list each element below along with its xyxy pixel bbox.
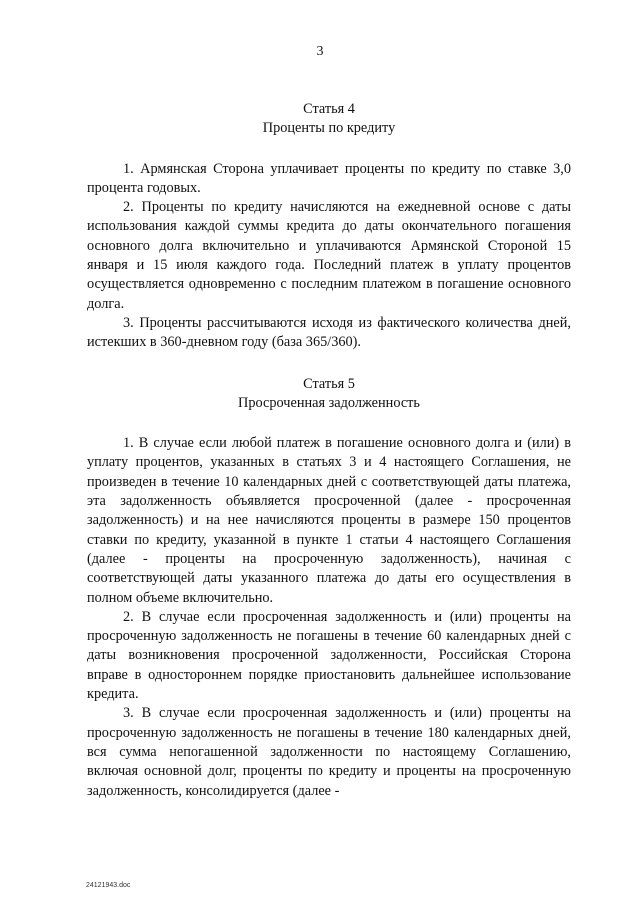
article-5-paragraph-2: 2. В случае если просроченная задолженность и (или) проценты на просроченную задолженность не погашены в течение 60 календарных дней с даты возникновения просроченной задолженности, Российская Сторона вправе в одностороннем порядке приостановить дальнейшее использование кредита. [87, 608, 571, 703]
article-5 [87, 375, 571, 801]
article-4-subtitle: Проценты по кредиту [262, 120, 396, 137]
article-4 [87, 100, 571, 353]
article-5-title: Статья 5 [303, 375, 355, 392]
article-5-paragraph-3: 3. В случае если просроченная задолженность и (или) проценты на просроченную задолженность не погашены в течение 180 календарных дней, вся сумма непогашенной задолженности по настоящему Соглашению, включая основной долг, проценты по кредиту и проценты на просроченную задолженность, консолидируется (далее - [87, 705, 571, 799]
article-4-paragraph-1: 1. Армянская Сторона уплачивает проценты по кредиту по ставке 3,0 процента годовых. [87, 160, 571, 196]
page-number: 3 [316, 44, 324, 59]
article-5-subtitle: Просроченная задолженность [238, 394, 420, 411]
article-5-paragraph-1: 1. В случае если любой платеж в погашение основного долга и (или) в уплату процентов, указанных в статьях 3 и 4 настоящего Соглашения, не произведен в течение 10 календарных дней с соответствующей даты платежа, эта задолженность объявляется просроченной (далее - просроченная задолженность) и на нее начисляются проценты в размере 150 процентов ставки по кредиту, указанной в пункте 1 статьи 4 настоящего Соглашения (далее - проценты на просроченную задолженность), начиная с соответствующей даты указанного платежа до даты его осуществления в полном объеме включительно. [87, 435, 571, 606]
file-name-footer: 24121943.doc [86, 882, 131, 889]
article-4-title: Статья 4 [303, 101, 355, 117]
article-4-paragraph-2: 2. Проценты по кредиту начисляются на ежедневной основе с даты использования каждой суммы кредита до даты окончательного погашения основного долга включительно и уплачиваются Армянской Стороной 15 января и 15 июля каждого года. Последний платеж в уплату процентов осуществляется одновременно с последним платежом в погашение основного долга. [87, 199, 571, 312]
document-body [87, 100, 571, 801]
article-4-paragraph-3: 3. Проценты рассчитываются исходя из фактического количества дней, истекших в 360-дневном году (база 365/360). [87, 314, 571, 351]
